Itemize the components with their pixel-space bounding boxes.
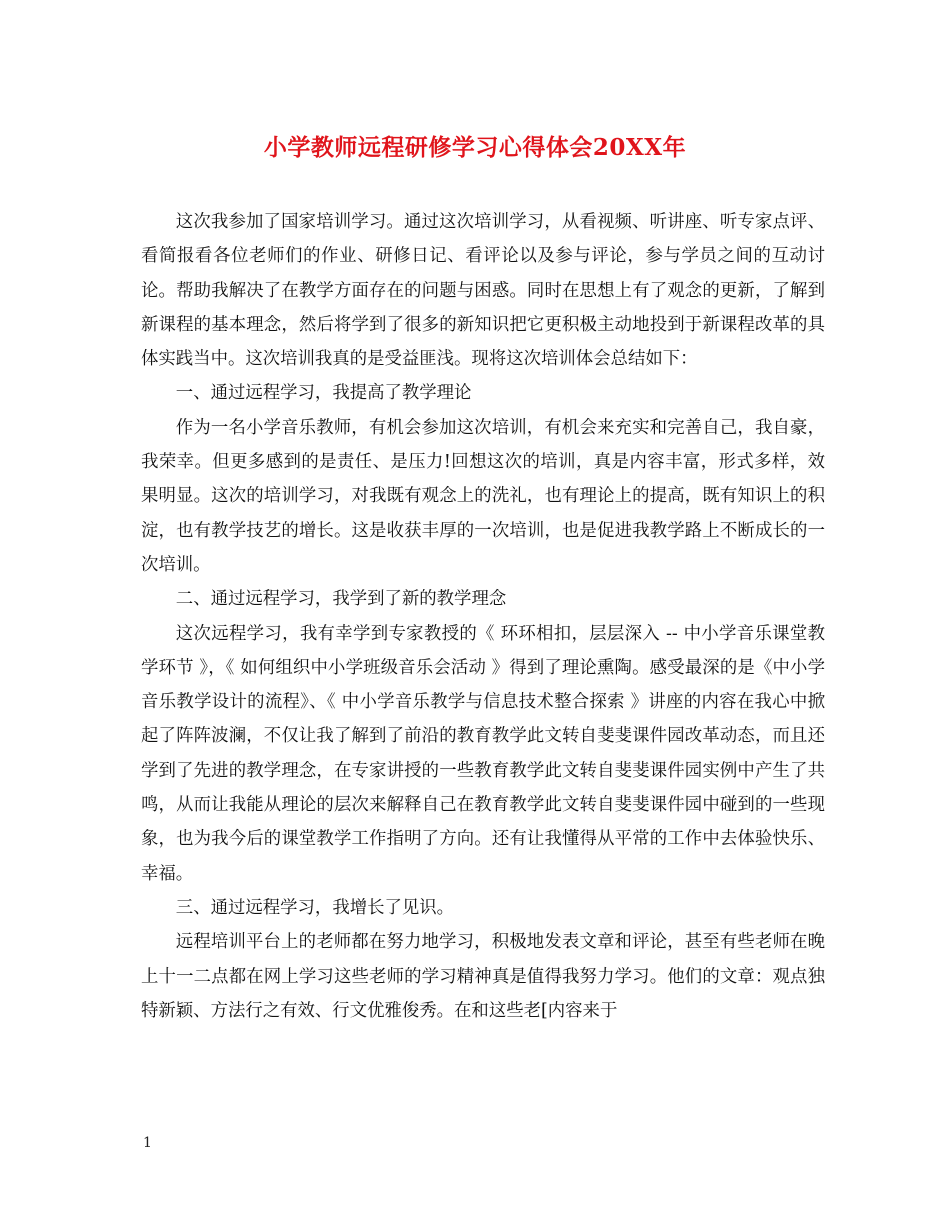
paragraph-section-3: 远程培训平台上的老师都在努力地学习，积极地发表文章和评论，甚至有些老师在晚上十一二点都在网上学习这些老师的学习精神真是值得我努力学习。他们的文章：观点独特新颖、方法行之有效、行文优雅俊秀。在和这些老[内容来于 — [141, 932, 825, 1021]
paragraph-section-1: 作为一名小学音乐教师，有机会参加这次培训，有机会来充实和完善自己，我自豪，我荣幸。但更多感到的是责任、是压力!回想这次的培训，真是内容丰富，形式多样，效果明显。这次的培训学习，对我既有观念上的洗礼，也有理论上的提高，既有知识上的积淀，也有教学技艺的增长。这是收获丰厚的一次培训，也是促进我教学路上不断成长的一次培训。 — [141, 417, 825, 575]
paragraph-intro: 这次我参加了国家培训学习。通过这次培训学习，从看视频、听讲座、听专家点评、看简报看各位老师们的作业、研修日记、看评论以及参与评论，参与学员之间的互动讨论。帮助我解决了在教学方面存在的问题与困惑。同时在思想上有了观念的更新，了解到新课程的基本理念，然后将学到了很多的新知识把它更积极主动地投到于新课程改革的具体实践当中。这次培训我真的是受益匪浅。现将这次培训体会总结如下： — [141, 212, 825, 370]
section-heading-2: 二、通过远程学习，我学到了新的教学理念 — [175, 589, 507, 610]
page-number: 1 — [143, 1135, 152, 1151]
paragraph-section-2: 这次远程学习，我有幸学到专家教授的《 环环相扣，层层深入 -- 中小学音乐课堂教学环节 》，《 如何组织中小学班级音乐会活动 》得到了理论熏陶。感受最深的是《中小学音乐教学设计的流程》、《 中小学音乐教学与信息技术整合探索 》讲座的内容在我心中掀起了阵阵波澜，不仅让我了解到了前沿的教育教学此文转自斐斐课件园改革动态，而且还学到了先进的教学理念，在专家讲授的一些教育教学此文转自斐斐课件园实例中产生了共鸣，从而让我能从理论的层次来解释自己在教育教学此文转自斐斐课件园中碰到的一些现象，也为我今后的课堂教学工作指明了方向。还有让我懂得从平常的工作中去体验快乐、幸福。 — [141, 623, 825, 884]
section-heading-3: 三、通过远程学习，我增长了见识。 — [175, 897, 455, 918]
document-body — [141, 205, 825, 1028]
section-heading-1: 一、通过远程学习，我提高了教学理论 — [175, 383, 472, 404]
document-title: 小学教师远程研修学习心得体会20XX年 — [263, 134, 687, 161]
